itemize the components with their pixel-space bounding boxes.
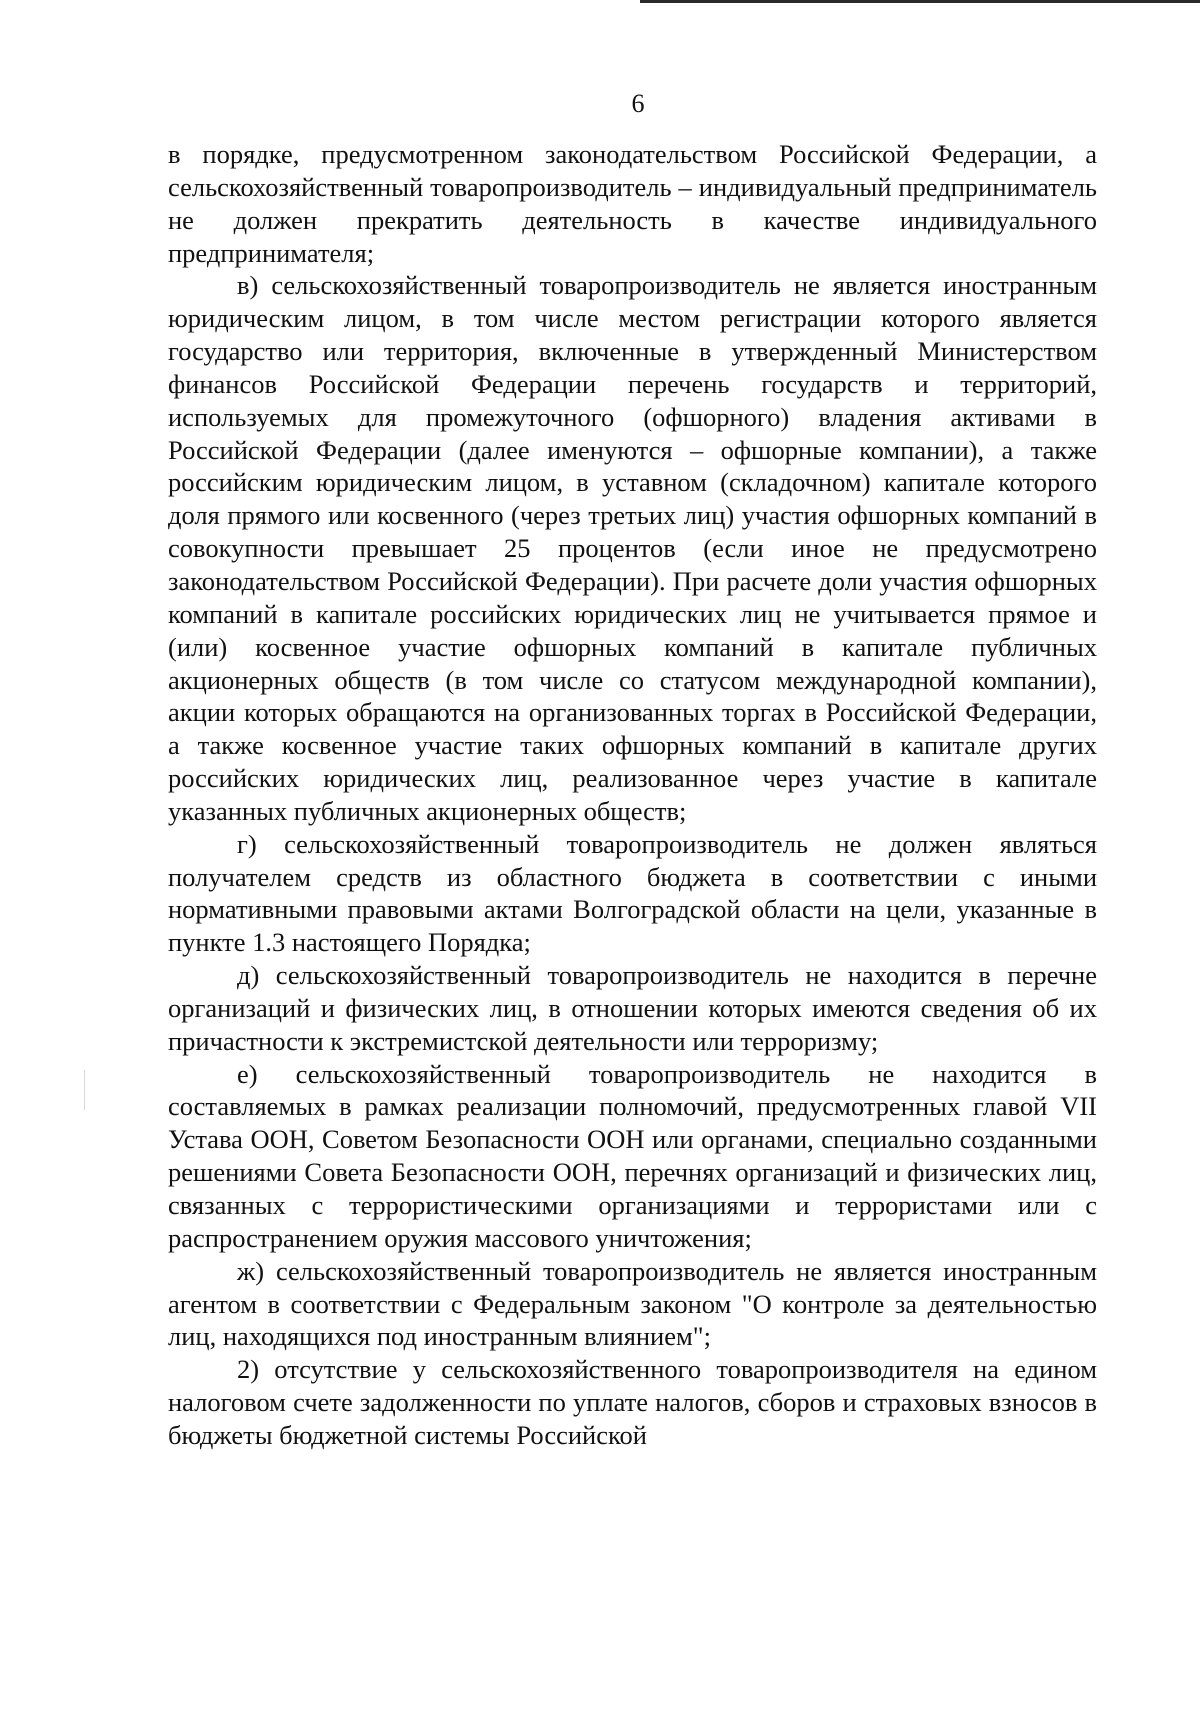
scan-top-edge-line [640, 0, 1200, 3]
paragraph-item-zh: ж) сельскохозяйственный товаропроизводитель не является иностранным агентом в соответствии с Федеральным законом "О контроле за деятельностью лиц, находящихся под иностранным влиянием"; [168, 1255, 1097, 1352]
paragraph-item-g: г) сельскохозяйственный товаропроизводитель не должен являться получателем средств из областного бюджета в соответствии с иными нормативными правовыми актами Волгоградской области на цели, указанные в пункте 1.3 настоящего Порядка; [168, 828, 1097, 958]
page-number: 6 [631, 89, 645, 118]
document-body [168, 138, 1097, 1452]
paragraph-item-d: д) сельскохозяйственный товаропроизводитель не находится в перечне организаций и физических лиц, в отношении которых имеются сведения об их причастности к экстремистской деятельности или терроризму; [168, 960, 1097, 1056]
paragraph-item-v: в) сельскохозяйственный товаропроизводитель не является иностранным юридическим лицом, в том числе местом регистрации которого является государство или территория, включенные в утвержденный Министерством финансов Российской Федерации перечень государств и территорий, используемых для промежуточного (офшорного) владения активами в Российской Федерации (далее именуются – офшорные компании), а также российским юридическим лицом, в уставном (складочном) капитале которого доля прямого или косвенного (через третьих лиц) участия офшорных компаний в совокупности превышает 25 процентов (если иное не предусмотрено законодательством Российской Федерации). При расчете доли участия офшорных компаний в капитале российских юридических лиц не учитывается прямое и (или) косвенное участие офшорных компаний в капитале публичных акционерных обществ (в том числе со статусом международной компании), акции которых обращаются на организованных торгах в Российской Федерации, а также косвенное участие таких офшорных компаний в капитале других российских юридических лиц, реализованное через участие в капитале указанных публичных акционерных обществ; [168, 270, 1097, 826]
paragraph-item-e: е) сельскохозяйственный товаропроизводитель не находится в составляемых в рамках реализации полномочий, предусмотренных главой VII Устава ООН, Советом Безопасности ООН или органами, специально созданными решениями Совета Безопасности ООН, перечнях организаций и физических лиц, связанных с террористическими организациями и террористами или с распространением оружия массового уничтожения; [168, 1058, 1097, 1253]
paragraph-continuation: в порядке, предусмотренном законодательством Российской Федерации, а сельскохозяйственный товаропроизводитель – индивидуальный предприниматель не должен прекратить деятельность в качестве индивидуального предпринимателя; [168, 139, 1097, 268]
paragraph-item-2: 2) отсутствие у сельскохозяйственного товаропроизводителя на едином налоговом счете задолженности по уплате налогов, сборов и страховых взносов в бюджеты бюджетной системы Российской [168, 1354, 1097, 1450]
scan-margin-mark [84, 1070, 85, 1110]
